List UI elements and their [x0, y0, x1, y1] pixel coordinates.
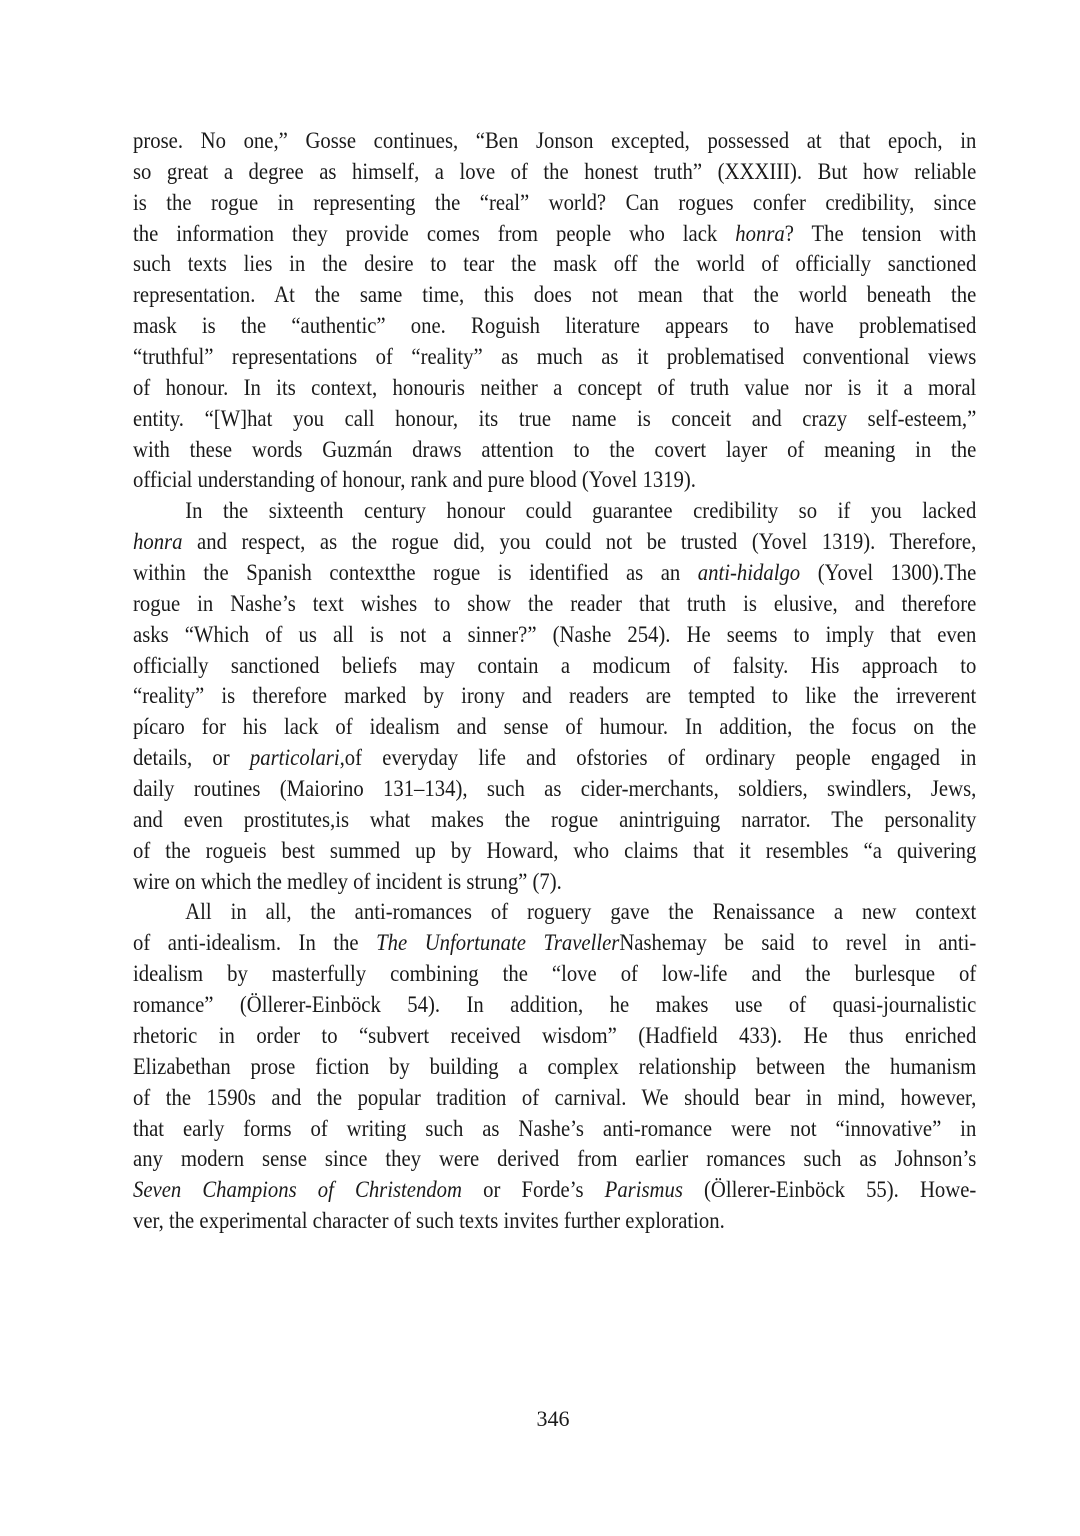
text-segment: (Yovel 1300).The	[800, 560, 977, 586]
text-line	[133, 1052, 976, 1083]
text-segment: idealism by masterfully combining the “love of low-life and the burlesque of	[133, 961, 977, 987]
text-segment: and even prostitutes,is what makes the rogue anintriguing narrator. The personality	[133, 806, 977, 832]
text-line	[133, 805, 976, 836]
text-line	[133, 404, 976, 435]
text-segment: “truthful” representations of “reality” as much as it problematised conventional views	[133, 344, 977, 370]
text-line	[133, 311, 976, 342]
text-line	[133, 126, 976, 157]
text-segment: within the Spanish contextthe rogue is identified as an	[133, 560, 698, 586]
text-line	[133, 620, 976, 651]
text-segment: is the rogue in representing the “real” world? Can rogues confer credibility, since	[133, 189, 977, 215]
text-segment: ? The tension with	[784, 220, 977, 246]
text-segment: rogue in Nashe’s text wishes to show the reader that truth is elusive, and therefore	[133, 590, 977, 616]
text-line	[133, 1021, 976, 1052]
text-segment: and respect, as the rogue did, you could not be trusted (Yovel 1319). Therefore,	[182, 529, 977, 555]
text-segment: pícaro for his lack of idealism and sense of humour. In addition, the focus on the	[133, 714, 977, 740]
text-segment: ,of everyday life and ofstories of ordinary people engaged in	[339, 745, 977, 771]
text-segment: that early forms of writing such as Nashe’s anti-romance were not “innovative” in	[133, 1115, 977, 1141]
text-line	[133, 1144, 976, 1175]
italic-text: Parismus	[604, 1177, 683, 1203]
page-number: 346	[536, 1406, 570, 1431]
paragraph	[133, 897, 976, 1236]
text-segment: entity. “[W]hat you call honour, its true name is conceit and crazy self-esteem,”	[133, 405, 977, 431]
text-line	[133, 712, 976, 743]
text-segment: any modern sense since they were derived from earlier romances such as Johnson’s	[133, 1146, 977, 1172]
text-line	[133, 188, 976, 219]
text-line	[133, 465, 976, 496]
text-segment: Elizabethan prose fiction by building a complex relationship between the humanism	[133, 1053, 977, 1079]
text-segment: with these words Guzmán draws attention to the covert layer of meaning in the	[133, 436, 977, 462]
text-segment: officially sanctioned beliefs may contain a modicum of falsity. His approach to	[133, 652, 977, 678]
text-segment: of anti-idealism. In the	[133, 930, 377, 956]
text-line	[133, 867, 976, 898]
text-line	[133, 558, 976, 589]
text-line	[133, 342, 976, 373]
text-segment: the information they provide comes from people who lack	[133, 220, 736, 246]
text-line	[133, 990, 976, 1021]
body-text	[133, 126, 976, 1237]
text-segment: or Forde’s	[461, 1177, 605, 1203]
text-line	[133, 836, 976, 867]
text-line	[133, 651, 976, 682]
text-segment: Nashemay be said to revel in anti-	[619, 930, 977, 956]
text-segment: of the rogueis best summed up by Howard, who claims that it resembles “a quivering	[133, 837, 977, 863]
text-line	[133, 589, 976, 620]
text-segment: of the 1590s and the popular tradition of carnival. We should bear in mind, however,	[133, 1084, 977, 1110]
italic-text: anti-hidalgo	[697, 560, 801, 586]
text-segment: wire on which the medley of incident is strung” (7).	[133, 868, 562, 894]
text-line	[133, 1175, 976, 1206]
text-line	[133, 1083, 976, 1114]
text-line	[133, 1206, 976, 1237]
text-line	[133, 681, 976, 712]
text-segment: of honour. In its context, honouris neither a concept of truth value nor is it a moral	[133, 374, 977, 400]
text-segment: such texts lies in the desire to tear the mask off the world of officially sanctioned	[133, 251, 977, 277]
text-segment: ver, the experimental character of such texts invites further exploration.	[133, 1208, 725, 1234]
text-line	[133, 1114, 976, 1145]
italic-text: honra	[735, 220, 785, 246]
text-segment: “reality” is therefore marked by irony and readers are tempted to like the irreverent	[133, 683, 977, 709]
text-line	[133, 157, 976, 188]
text-segment: All in all, the anti-romances of roguery gave the Renaissance a new context	[185, 899, 977, 925]
text-line	[133, 743, 976, 774]
text-line	[133, 527, 976, 558]
italic-text: The Unfortunate Traveller	[376, 930, 620, 956]
italic-text: Seven Champions of Christendom	[133, 1177, 462, 1203]
text-line	[133, 959, 976, 990]
text-line	[133, 219, 976, 250]
text-segment: In the sixteenth century honour could guarantee credibility so if you lacked	[185, 498, 977, 524]
text-segment: official understanding of honour, rank and pure blood (Yovel 1319).	[133, 467, 696, 493]
text-line	[133, 249, 976, 280]
text-segment: so great a degree as himself, a love of the honest truth” (XXXIII). But how reliable	[133, 158, 977, 184]
text-segment: representation. At the same time, this does not mean that the world beneath the	[133, 282, 977, 308]
text-line	[133, 928, 976, 959]
text-segment: daily routines (Maiorino 131–134), such as cider-merchants, soldiers, swindlers, Jews,	[133, 776, 977, 802]
text-line	[133, 435, 976, 466]
text-line	[133, 774, 976, 805]
italic-text: honra	[133, 529, 183, 555]
paragraph	[133, 126, 976, 496]
text-segment: asks “Which of us all is not a sinner?” (Nashe 254). He seems to imply that even	[133, 621, 977, 647]
text-line	[133, 373, 976, 404]
text-segment: romance” (Öllerer-Einböck 54). In addition, he makes use of quasi-journalistic	[133, 992, 977, 1018]
text-line	[133, 897, 976, 928]
italic-text: particolari	[249, 745, 340, 771]
text-line	[133, 496, 976, 527]
text-segment: (Öllerer-Einböck 55). Howe-	[682, 1177, 977, 1203]
text-line	[133, 280, 976, 311]
text-segment: prose. No one,” Gosse continues, “Ben Jonson excepted, possessed at that epoch, in	[133, 128, 977, 153]
text-segment: mask is the “authentic” one. Roguish literature appears to have problematised	[133, 313, 977, 339]
text-segment: details, or	[133, 745, 250, 771]
text-segment: rhetoric in order to “subvert received wisdom” (Hadfield 433). He thus enriched	[133, 1022, 977, 1048]
paragraph	[133, 496, 976, 897]
